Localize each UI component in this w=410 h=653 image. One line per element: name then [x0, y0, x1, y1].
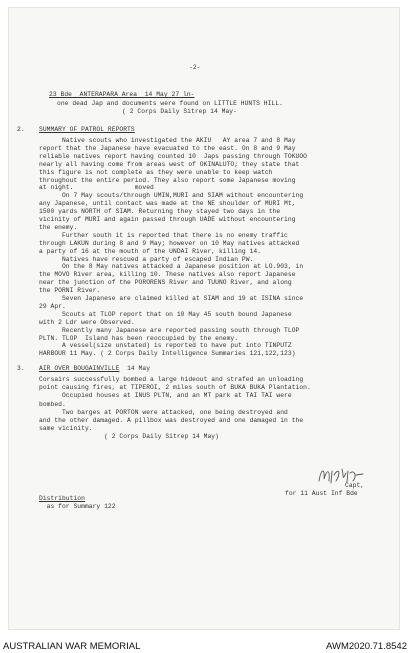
text-line: near the junction of the PORORENS River and TUUNO River, and along	[39, 279, 292, 287]
text-line: through LAKUN during 8 and 9 May; however on 10 May natives attacked	[39, 239, 300, 247]
text-line: Seven Japanese are claimed killed at SIAM and 19 at ISINA since	[39, 295, 304, 302]
text-line: nearly all having come from areas west of OKINALUTO; they state that	[39, 160, 300, 168]
text-line: 1500 yards NORTH of SIAM. Returning they stayed two days in the	[39, 208, 281, 216]
text-line: On the 8 May natives attacked a Japanese position at LO.903, in	[39, 263, 304, 271]
archive-footer	[0, 640, 410, 653]
footer-institution: AUSTRALIAN WAR MEMORIAL	[3, 641, 141, 652]
text-line: Scouts at TLOP report that on 10 May 45 south bound Japanese	[39, 310, 292, 318]
section-3-date: 14 May	[119, 365, 151, 372]
text-line: this figure is not complete as they were unable to keep watch	[39, 168, 273, 176]
signature-unit: for 11 Aust Inf Bde	[285, 490, 358, 497]
text-line: throughout the entire period. They also report some Japanese moving	[39, 176, 296, 184]
text-line: Occupied houses at INUS PLTN, and an MT park at TAI TAI were	[39, 392, 292, 400]
signature-rank: Capt,	[345, 482, 365, 489]
section-3-heading-line	[39, 365, 150, 373]
text-line: Corsairs successfully bombed a large hideout and strafed an unloading	[39, 376, 304, 383]
text-line: PLTN. TLOP Island has been reoccupied by the enemy.	[39, 334, 239, 342]
text-line: Recently many Japanese are reported passing south through TLOP	[39, 326, 300, 334]
text-line: vicinity of MURI and again passed through UADE without encountering	[39, 216, 296, 223]
text-line: the PORNI River.	[39, 287, 101, 295]
text-line: ( 2 Corps Daily Sitrep 14 May-	[57, 108, 237, 115]
text-line: Natives have rescued a party of escaped Indian PW.	[39, 255, 254, 263]
text-line: reliable natives report having counted 10 Japs passing through TOKUOO	[39, 152, 308, 160]
text-line: the enemy.	[39, 223, 78, 231]
section-3-number: 3.	[17, 365, 25, 372]
text-line: same vicinity.	[39, 425, 93, 433]
document-page	[9, 8, 399, 629]
text-line: A vessel(size unstated) is reported to have put into TINPUTZ	[39, 342, 292, 350]
text-line: bombed.	[39, 400, 66, 408]
text-line: report that the Japanese have evacuated to the east. On 8 and 9 May	[39, 144, 296, 152]
text-line: Two barges at PORTON were attacked, one being destroyed and	[39, 408, 288, 416]
distribution-line: as for Summary 122	[39, 503, 116, 510]
text-line: Further south it is reported that there is no enemy traffic	[39, 231, 288, 239]
section-2-heading: SUMMARY OF PATROL REPORTS	[39, 126, 135, 133]
text-line: and the other damaged. A pillbox was destroyed and one damaged in the	[39, 417, 304, 424]
distribution-heading: Distribution	[39, 495, 85, 502]
text-line: HARBOUR 11 May. ( 2 Corps Daily Intelligence Summaries 121,122,123)	[39, 350, 296, 358]
section-heading-23-bde: 23 Bde ANTERAPARA Area 14 May 27 ln-	[49, 91, 195, 98]
text-line: On 7 May scouts/through UMIN,MURI and SIAM without encountering	[39, 192, 304, 200]
footer-accession-number: AWM2020.71.8542	[326, 641, 407, 652]
section-3-heading: AIR OVER BOUGAINVILLE	[39, 365, 120, 372]
text-line: any Japanese, until contact was made at the NE shoulder of MURI Mt,	[39, 200, 296, 208]
section-2-number: 2.	[17, 126, 25, 133]
text-line: point causing fires, at TIPEROI, 2 miles south of BUKA BUKA Plantation.	[39, 384, 311, 392]
text-line: 29 Apr.	[39, 302, 66, 310]
text-line: the MOVO River area, killing 10. These natives also report Japanese	[39, 271, 296, 279]
text-line: at night. moved	[39, 184, 154, 192]
text-line: with 2 Ldr were Observed.	[39, 318, 135, 326]
text-line: one dead Jap and documents were found on LITTLE HUNTS HILL.	[57, 100, 283, 107]
page-number: -2-	[189, 64, 201, 71]
text-line: ( 2 Corps Daily Sitrep 14 May)	[39, 433, 219, 441]
text-line: a party of 16 at the mouth of the UNDAI River, killing 14.	[39, 247, 262, 255]
text-line: Native scouts who investigated the AKIU AY area 7 and 8 May	[39, 137, 296, 144]
